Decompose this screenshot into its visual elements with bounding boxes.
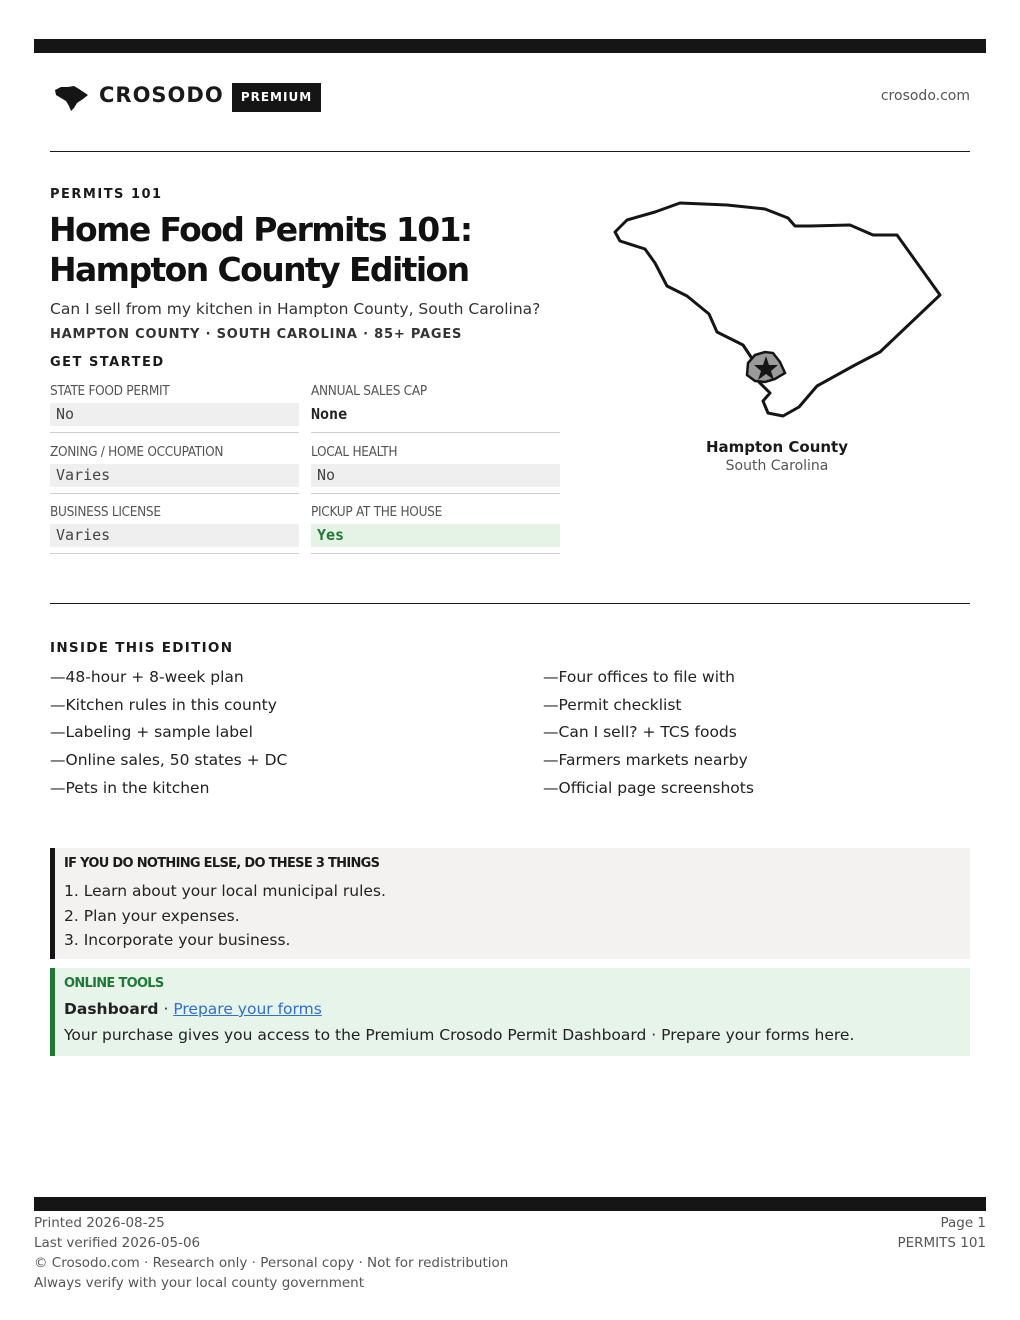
fact-label: BUSINESS LICENSE [50, 504, 161, 520]
page-subtitle: Can I sell from my kitchen in Hampton County, South Carolina? [50, 300, 541, 318]
footer-section: PERMITS 101 [897, 1235, 986, 1251]
list-item: —Pets in the kitchen [50, 778, 210, 797]
site-url[interactable]: crosodo.com [880, 88, 970, 104]
footer-left [34, 1213, 508, 1293]
premium-badge: PREMIUM [232, 83, 321, 112]
fact-label: ZONING / HOME OCCUPATION [50, 444, 224, 460]
fact-value: No [50, 403, 299, 426]
map-caption [677, 438, 877, 474]
page-title-line-2: Hampton County Edition [49, 250, 469, 289]
fact-annual-sales-cap [311, 383, 560, 433]
fact-label: LOCAL HEALTH [311, 444, 398, 460]
list-item: —Kitchen rules in this county [50, 695, 277, 714]
state-map [605, 195, 950, 425]
inside-list-left [50, 666, 287, 804]
fact-label: PICKUP AT THE HOUSE [311, 504, 442, 520]
edition-meta: HAMPTON COUNTY · SOUTH CAROLINA · 85+ PAGES [50, 327, 463, 342]
list-item: —48-hour + 8-week plan [50, 668, 244, 686]
list-item: —Official page screenshots [543, 778, 754, 797]
bottom-bar [34, 1197, 986, 1211]
section-eyebrow: PERMITS 101 [50, 187, 163, 202]
fact-local-health [311, 444, 560, 494]
fact-pickup-at-house [311, 504, 560, 554]
must-do-callout [50, 848, 970, 959]
printed-date: Printed 2026-08-25 [34, 1215, 165, 1231]
verified-date: Last verified 2026-05-06 [34, 1235, 201, 1251]
section-divider [50, 603, 970, 604]
list-item: 2. Plan your expenses. [64, 906, 240, 925]
fact-label: ANNUAL SALES CAP [311, 383, 427, 399]
list-item: —Permit checklist [543, 695, 682, 714]
fact-label: STATE FOOD PERMIT [50, 383, 170, 399]
south-carolina-silhouette-icon [52, 84, 90, 112]
fact-zoning [50, 444, 299, 494]
list-item: —Can I sell? + TCS foods [543, 723, 737, 742]
inside-edition-heading: INSIDE THIS EDITION [50, 640, 234, 656]
inside-list-right [543, 666, 754, 804]
copyright-notice: © Crosodo.com · Research only · Personal copy · Not for redistribution [34, 1255, 509, 1271]
prepare-forms-link[interactable]: Prepare your forms [173, 1000, 322, 1018]
fact-business-license [50, 504, 299, 554]
list-item: —Online sales, 50 states + DC [50, 751, 288, 770]
header-divider [50, 151, 970, 152]
list-item: —Four offices to file with [543, 668, 735, 686]
fact-state-food-permit [50, 383, 299, 433]
map-county-name: Hampton County [705, 438, 849, 456]
fact-value: None [311, 405, 348, 423]
list-item: —Farmers markets nearby [543, 751, 748, 770]
fact-value: Yes [311, 524, 560, 547]
fact-value: Varies [50, 524, 299, 547]
header [50, 80, 970, 114]
get-started-heading: GET STARTED [50, 355, 165, 370]
list-item: —Labeling + sample label [50, 723, 253, 742]
fact-value: Varies [50, 464, 299, 487]
dashboard-label: Dashboard [64, 1000, 159, 1018]
online-tools-title: ONLINE TOOLS [64, 976, 164, 991]
tools-description: Your purchase gives you access to the Premium Crosodo Permit Dashboard · Prepare your forms here. [64, 1026, 855, 1044]
state-outline [615, 203, 940, 416]
must-do-list [64, 880, 386, 954]
page-title [49, 210, 589, 290]
list-item: 1. Learn about your local municipal rules. [64, 882, 386, 900]
list-item: 3. Incorporate your business. [64, 931, 291, 950]
footer-right [897, 1213, 986, 1253]
top-bar [34, 39, 986, 53]
brand-name: CROSODO [99, 83, 224, 107]
disclaimer: Always verify with your local county government [34, 1275, 364, 1291]
page-number: Page 1 [940, 1215, 986, 1231]
separator: · [158, 1000, 174, 1018]
must-do-title: IF YOU DO NOTHING ELSE, DO THESE 3 THINGS [64, 856, 380, 871]
fact-value: No [311, 464, 560, 487]
online-tools-callout [50, 968, 970, 1056]
dashboard-line [64, 1000, 322, 1018]
map-state-name: South Carolina [725, 458, 829, 474]
page-title-line-1: Home Food Permits 101: [49, 210, 472, 249]
